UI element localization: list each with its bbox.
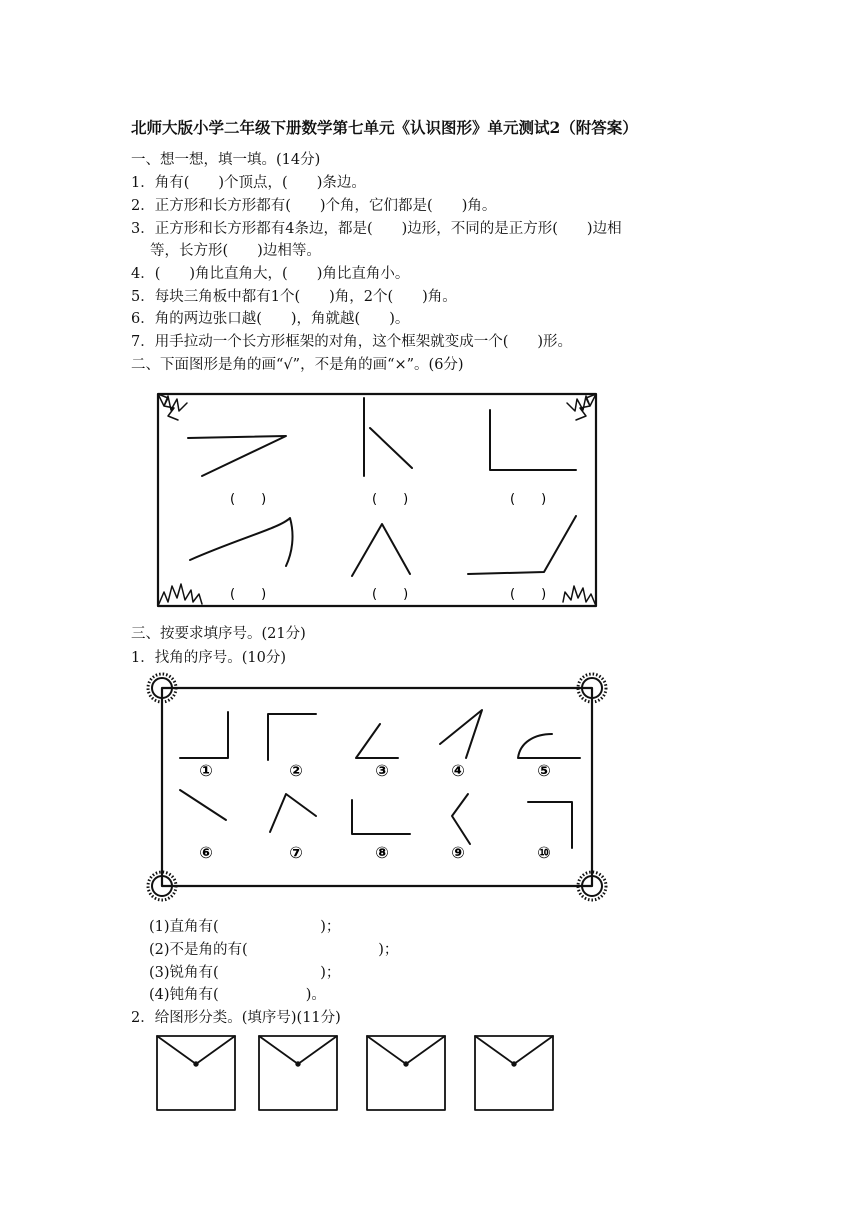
envelope-shape-4 [475,1036,553,1110]
page-title: 北师大版小学二年级下册数学第七单元《认识图形》单元测试2（附答案） [131,118,638,137]
question-3-1: 1．找角的序号。(10分) [131,650,286,666]
answer-blank[interactable]: ( ) [230,492,267,507]
find-angles-figure [140,672,620,904]
question-1-6: 6．角的两边张口越( )，角就越( )。 [131,311,410,327]
question-1-2: 2．正方形和长方形都有( )个角，它们都是( )角。 [131,198,497,214]
shape-label: ⑩ [537,843,551,862]
answer-blank[interactable]: ( ) [510,492,547,507]
sub-question-obtuse-angles: (4)钝角有( )。 [149,987,326,1003]
question-1-3: 3．正方形和长方形都有4条边，都是( )边形，不同的是正方形( )边相 [131,221,622,237]
answer-blank[interactable]: ( ) [510,587,547,602]
shape-label: ② [289,761,303,780]
answer-blank[interactable]: ( ) [372,492,409,507]
shape-label: ① [199,761,213,780]
shape-label: ⑧ [375,843,389,862]
angle-judging-figure [150,388,600,610]
sun-icon [148,674,606,900]
answer-blanks [230,492,546,602]
question-1-5: 5．每块三角板中都有1个( )角，2个( )角。 [131,289,457,305]
sub-question-not-angles: (2)不是角的有( )； [149,942,399,958]
question-1-4: 4．( )角比直角大，( )角比直角小。 [131,266,410,282]
question-1-1: 1．角有( )个顶点，( )条边。 [131,175,366,191]
envelope-shape-1 [157,1036,235,1110]
envelope-shape-2 [259,1036,337,1110]
shape-label: ⑥ [199,843,213,862]
question-1-7: 7．用手拉动一个长方形框架的对角，这个框架就变成一个( )形。 [131,334,573,350]
shape-label: ④ [451,761,465,780]
shape-label: ⑦ [289,843,303,862]
section1-heading: 一、想一想，填一填。(14分) [131,152,321,168]
shape-label: ③ [375,761,389,780]
shape-label: ⑤ [537,761,551,780]
question-3-2: 2．给图形分类。(填序号)(11分) [131,1010,341,1026]
sub-question-acute-angles: (3)锐角有( )； [149,965,341,981]
section3-heading: 三、按要求填序号。(21分) [131,626,306,642]
section2-heading: 二、下面图形是角的画“√”，不是角的画“×”。(6分) [131,357,464,373]
sub-question-right-angles: (1)直角有( )； [149,919,341,935]
answer-blank[interactable]: ( ) [372,587,409,602]
shape-label: ⑨ [451,843,465,862]
envelope-shapes [150,1030,570,1120]
question-1-3-continued: 等，长方形( )边相等。 [150,243,321,259]
answer-blank[interactable]: ( ) [230,587,267,602]
envelope-shape-3 [367,1036,445,1110]
